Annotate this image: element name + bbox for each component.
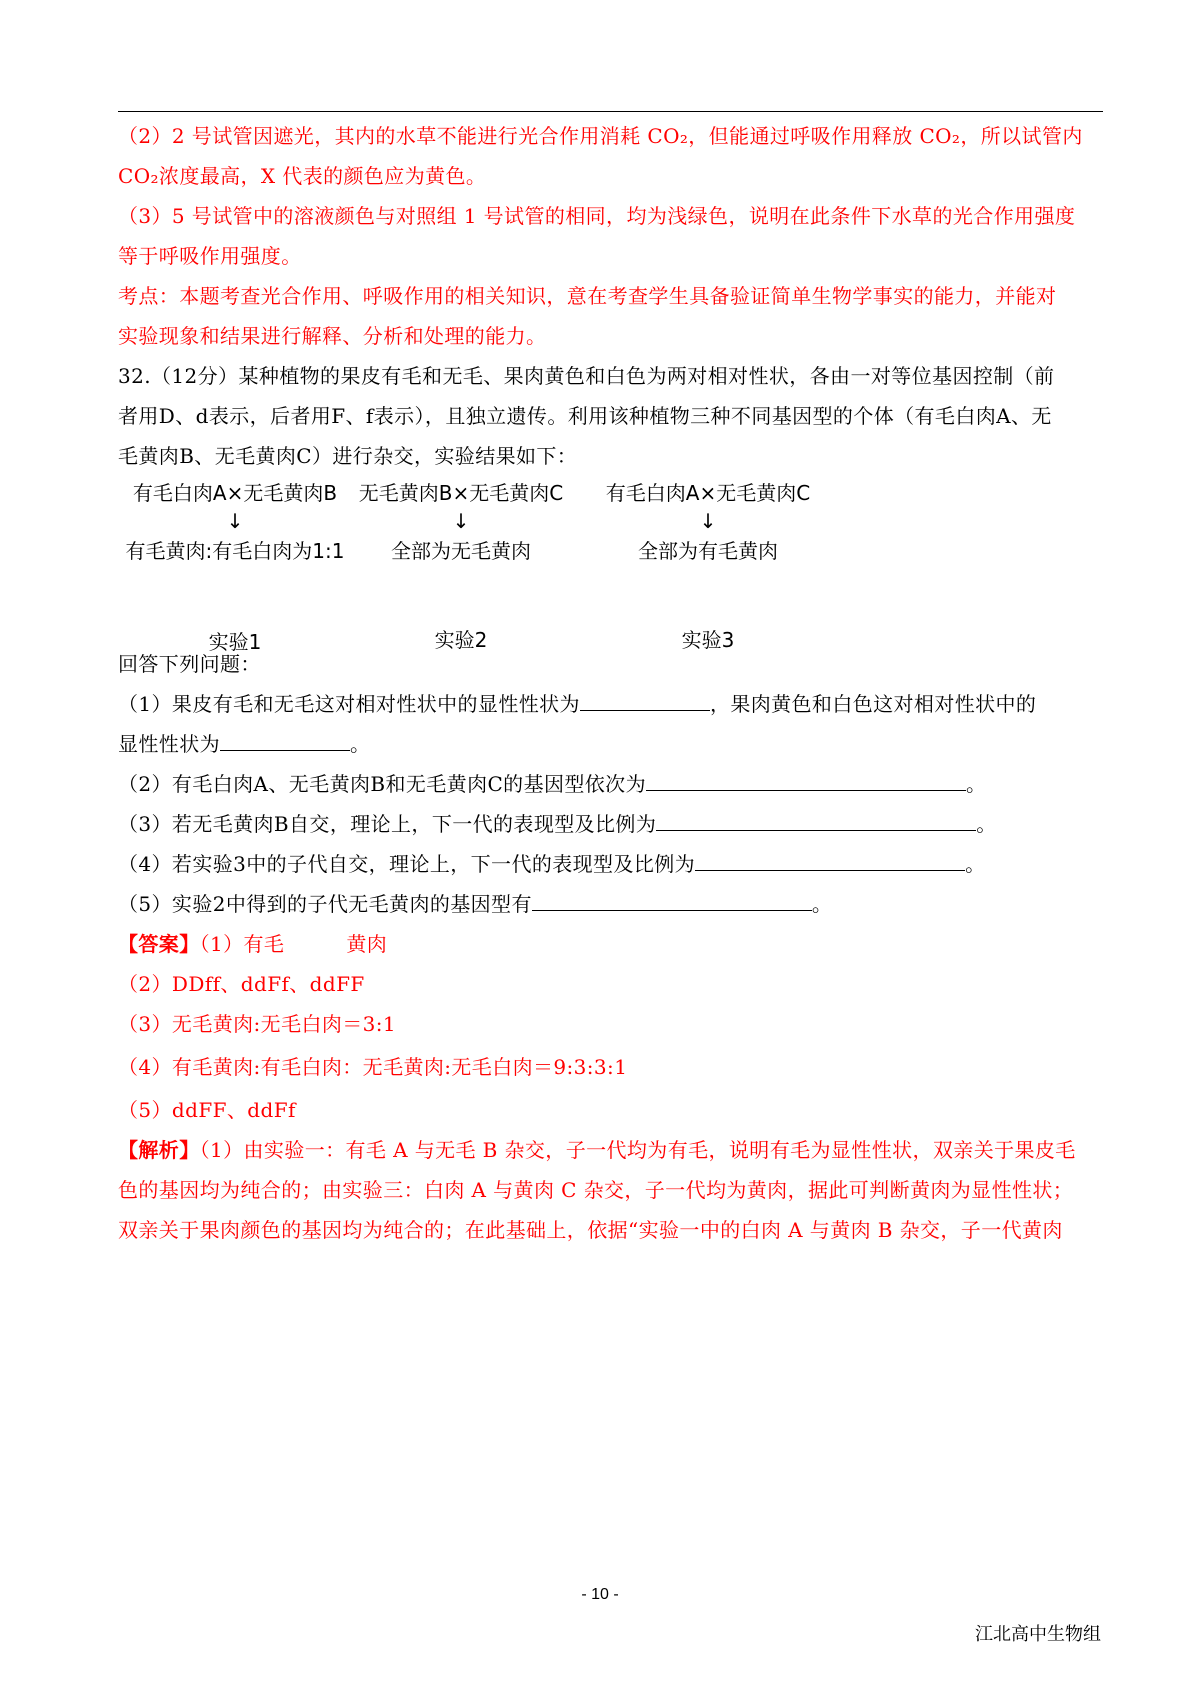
- answer-1-text: （1）有毛: [199, 932, 285, 956]
- experiment-2: [346, 478, 576, 652]
- answer-1-text-2: 黄肉: [346, 932, 388, 956]
- experiment-3-result: 全部为有毛黄肉: [638, 539, 778, 563]
- experiment-3-label: 实验3: [681, 628, 735, 652]
- answer-part-3-line-2: 等于呼吸作用强度。: [118, 244, 302, 268]
- question-stem-line-1: 32.（12分）某种植物的果皮有毛和无毛、果肉黄色和白色为两对相对性状，各由一对等位基因控制（前: [118, 364, 1055, 388]
- subquestion-1-text-b: ，果肉黄色和白色这对相对性状中的: [709, 692, 1037, 716]
- kaodian-line-1: 考点：本题考查光合作用、呼吸作用的相关知识，意在考查学生具备验证简单生物学事实的能力，并能对: [118, 284, 1057, 308]
- experiment-1-cross: 有毛白肉A×无毛黄肉B: [132, 481, 338, 505]
- subquestion-intro: 回答下列问题：: [118, 652, 261, 676]
- subquestion-4: [118, 844, 1108, 884]
- subquestion-1-line-1: [118, 684, 1108, 724]
- answer-tag: 【答案】: [118, 932, 200, 956]
- page-number: - 10 -: [581, 1586, 619, 1603]
- answer-5: （5）ddFF、ddFf: [118, 1098, 296, 1122]
- answer-part-2-line-1: （2）2 号试管因遮光，其内的水草不能进行光合作用消耗 CO₂，但能通过呼吸作用释放 CO₂，所以试管内: [118, 124, 1083, 148]
- experiment-3: [593, 478, 823, 652]
- footer-organization: 江北高中生物组: [975, 1624, 1101, 1645]
- subquestion-4-end: 。: [965, 852, 986, 876]
- answer-blank-5: [695, 848, 965, 871]
- answer-4: （4）有毛黄肉:有毛白肉：无毛黄肉:无毛白肉＝9:3:3:1: [118, 1055, 628, 1079]
- analysis-line-2: 色的基因均为纯合的；由实验三：白肉 A 与黄肉 C 杂交，子一代均为黄肉，据此可判断黄肉为显性性状；: [118, 1178, 1074, 1202]
- header-rule: [118, 111, 1103, 112]
- subquestion-2: [118, 764, 1108, 804]
- analysis-line-3: 双亲关于果肉颜色的基因均为纯合的；在此基础上，依据“实验一中的白肉 A 与黄肉 B 杂交，子一代黄肉: [118, 1218, 1063, 1242]
- subquestion-1-line-2: [118, 724, 1108, 764]
- subquestion-2-text: （2）有毛白肉A、无毛黄肉B和无毛黄肉C的基因型依次为: [118, 772, 646, 796]
- experiment-2-cross: 无毛黄肉B×无毛黄肉C: [358, 481, 564, 505]
- analysis-line-1: [118, 1130, 1108, 1170]
- down-arrow-icon: ↓: [226, 509, 244, 533]
- subquestion-4-text: （4）若实验3中的子代自交，理论上，下一代的表现型及比例为: [118, 852, 696, 876]
- subquestion-3-end: 。: [976, 812, 997, 836]
- kaodian-line-2: 实验现象和结果进行解释、分析和处理的能力。: [118, 324, 547, 348]
- answer-2: （2）DDff、ddFf、ddFF: [118, 972, 365, 996]
- answer-blank-4: [656, 808, 976, 831]
- subquestion-5-end: 。: [811, 892, 833, 916]
- subquestion-5: [118, 884, 1108, 924]
- analysis-tag: 【解析】: [118, 1138, 200, 1162]
- experiment-1: [110, 478, 360, 654]
- subquestion-1-end: 。: [350, 732, 371, 756]
- analysis-line-1-text: （1）由实验一：有毛 A 与无毛 B 杂交，子一代均为有毛，说明有毛为显性性状，双亲关于果皮毛: [199, 1138, 1076, 1162]
- subquestion-1-text-a: （1）果皮有毛和无毛这对相对性状中的显性性状为: [118, 692, 580, 716]
- down-arrow-icon: ↓: [452, 509, 470, 533]
- question-stem-line-3: 毛黄肉B、无毛黄肉C）进行杂交，实验结果如下：: [118, 444, 578, 468]
- answer-blank-2: [220, 728, 350, 751]
- answer-3: （3）无毛黄肉:无毛白肉＝3:1: [118, 1012, 397, 1036]
- experiment-1-label: 实验1: [208, 630, 262, 654]
- subquestion-5-text: （5）实验2中得到的子代无毛黄肉的基因型有: [118, 892, 532, 916]
- question-stem-line-2: 者用D、d表示，后者用F、f表示），且独立遗传。利用该种植物三种不同基因型的个体（有毛白肉A、无: [118, 404, 1052, 428]
- experiment-2-label: 实验2: [434, 628, 488, 652]
- subquestion-1-text-c: 显性性状为: [118, 732, 220, 756]
- subquestion-2-end: 。: [965, 772, 987, 796]
- experiment-1-result: 有毛黄肉:有毛白肉为1:1: [125, 539, 345, 563]
- subquestion-3: [118, 804, 1108, 844]
- answer-blank-3: [646, 768, 966, 791]
- answer-part-2-line-2: CO₂浓度最高，X 代表的颜色应为黄色。: [118, 164, 487, 188]
- answer-blank-1: [580, 688, 710, 711]
- subquestion-3-text: （3）若无毛黄肉B自交，理论上，下一代的表现型及比例为: [118, 812, 657, 836]
- experiment-diagram: [118, 476, 1108, 654]
- answer-1: [118, 924, 1108, 964]
- page-content: [118, 116, 1108, 1250]
- answer-blank-6: [532, 888, 812, 911]
- experiment-2-result: 全部为无毛黄肉: [391, 539, 531, 563]
- experiment-3-cross: 有毛白肉A×无毛黄肉C: [605, 481, 811, 505]
- answer-part-3-line-1: （3）5 号试管中的溶液颜色与对照组 1 号试管的相同，均为浅绿色，说明在此条件下水草的光合作用强度: [118, 204, 1076, 228]
- down-arrow-icon: ↓: [699, 509, 717, 533]
